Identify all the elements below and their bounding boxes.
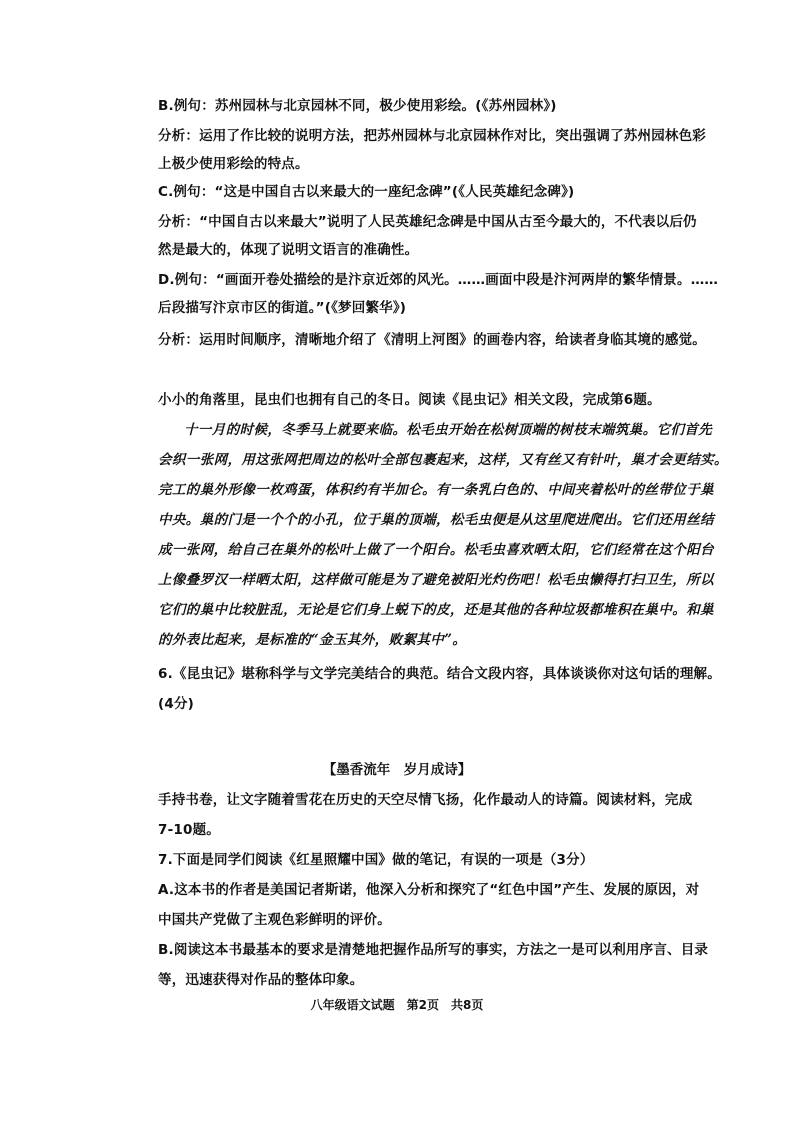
section-intro-cont: 7-10题。 [158,822,220,838]
question-7-option-b-cont: 等，迅速获得对作品的整体印象。 [158,972,364,988]
question-7-option-a-cont: 中国共产党做了主观色彩鲜明的评价。 [158,912,391,928]
question-7-option-b: B.阅读这本书最基本的要求是清楚地把握作品所写的事实，方法之一是可以利用序言、目录 [158,942,709,958]
reading-intro: 小小的角落里，昆虫们也拥有自己的冬日。阅读《昆虫记》相关文段，完成第6题。 [158,392,661,408]
passage-line: 中央。巢的门是一个个的小孔，位于巢的顶端，松毛虫便是从这里爬进爬出。它们还用丝结 [158,512,714,528]
passage-line: 它们的巢中比较脏乱，无论是它们身上蜕下的皮，还是其他的各种垃圾都堆积在巢中。和巢 [158,602,714,618]
option-c-analysis-cont: 然是最大的，体现了说明文语言的准确性。 [158,242,419,258]
passage-line: 的外表比起来，是标准的“金玉其外，败絮其中”。 [158,632,467,648]
passage-line: 成一张网，给自己在巢外的松叶上做了一个阳台。松毛虫喜欢晒太阳，它们经常在这个阳台 [158,542,714,558]
passage-line: 十一月的时候，冬季马上就要来临。松毛虫开始在松树顶端的树枝末端筑巢。它们首先 [184,422,713,438]
option-d-example-cont: 后段描写汴京市区的街道。”(《梦回繁华》) [158,300,407,316]
option-c-example: C.例句：“这是中国自古以来最大的一座纪念碑”(《人民英雄纪念碑》) [158,184,575,200]
question-7: 7.下面是同学们阅读《红星照耀中国》做的笔记，有误的一项是（3分） [158,852,594,868]
option-d-analysis: 分析：运用时间顺序，清晰地介绍了《清明上河图》的画卷内容，给读者身临其境的感觉。 [158,332,706,348]
question-6: 6.《昆虫记》堪称科学与文学完美结合的典范。结合文段内容，具体谈谈你对这句话的理解。 [158,666,721,682]
section-intro: 手持书卷，让文字随着雪花在历史的天空尽情飞扬，化作最动人的诗篇。阅读材料，完成 [158,792,693,808]
passage-line: 完工的巢外形像一枚鸡蛋，体积约有半加仑。有一条乳白色的、中间夹着松叶的丝带位于巢 [158,482,714,498]
page-footer: 八年级语文试题 第2页 共8页 [310,998,484,1012]
option-b-example: B.例句：苏州园林与北京园林不同，极少使用彩绘。(《苏州园林》) [158,98,557,114]
passage-line: 上像叠罗汉一样晒太阳，这样做可能是为了避免被阳光灼伤吧！松毛虫懒得打扫卫生，所以 [158,572,714,588]
section-title: 【墨香流年 岁月成诗】 [322,762,472,778]
option-b-analysis-cont: 上极少使用彩绘的特点。 [158,156,309,172]
passage-line: 会织一张网，用这张网把周边的松叶全部包裹起来，这样，又有丝又有针叶，巢才会更结实。 [158,452,728,468]
option-c-analysis: 分析：“中国自古以来最大”说明了人民英雄纪念碑是中国从古至今最大的，不代表以后仍 [158,214,697,230]
question-6-score: (4分) [158,696,195,712]
question-7-option-a: A.这本书的作者是美国记者斯诺，他深入分析和探究了“红色中国”产生、发展的原因，对 [158,882,700,898]
option-d-example: D.例句：“画面开卷处描绘的是汴京近郊的风光。……画面中段是汴河两岸的繁华情景。…… [158,272,719,288]
option-b-analysis: 分析：运用了作比较的说明方法，把苏州园林与北京园林作对比，突出强调了苏州园林色彩 [158,128,706,144]
